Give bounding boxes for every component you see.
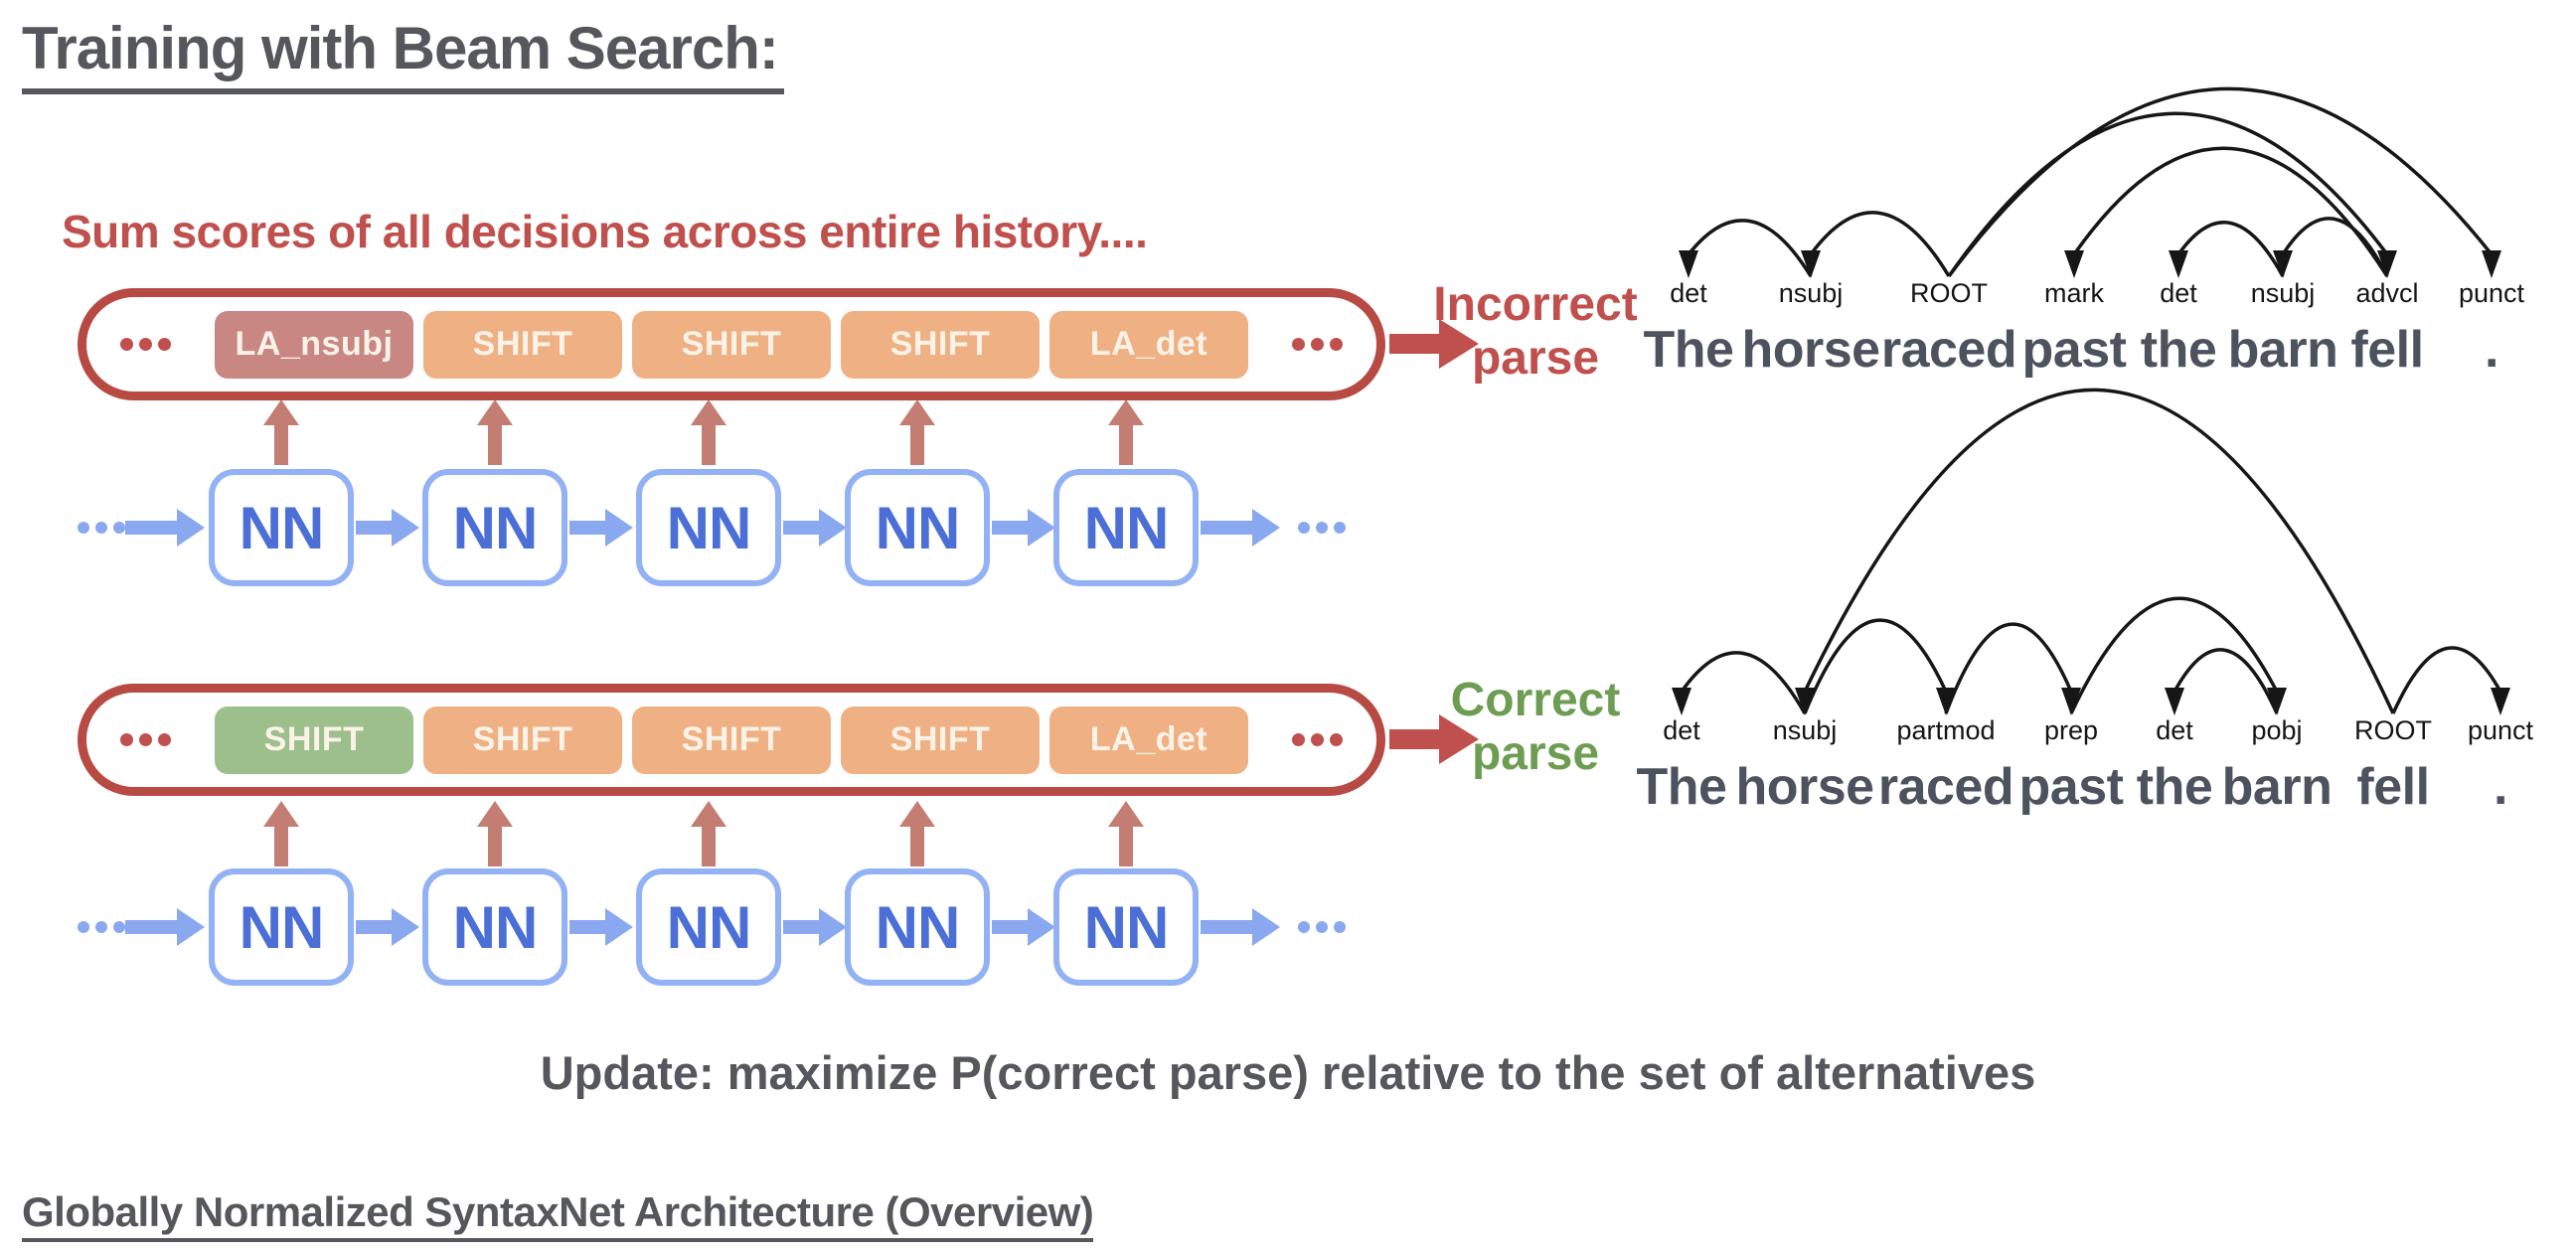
footer-heading: Globally Normalized SyntaxNet Architecture (Overview) xyxy=(22,1188,1093,1242)
score-up-arrow xyxy=(689,399,728,465)
nn-flow-arrow xyxy=(125,905,207,949)
ellipsis-dot xyxy=(78,522,89,534)
ellipsis-dot xyxy=(1311,733,1324,746)
history-ellipsis-left xyxy=(120,733,171,746)
nn-flow-arrow xyxy=(356,506,421,549)
score-up-arrow xyxy=(897,801,937,866)
history-ellipsis-right xyxy=(1292,733,1343,746)
nn-flow-arrow xyxy=(1201,506,1282,549)
score-up-arrow xyxy=(1106,801,1146,866)
nn-flow-arrow xyxy=(992,506,1057,549)
dependency-arcs xyxy=(1640,378,2576,723)
sentence-word: the xyxy=(2140,321,2217,379)
sentence-word: fell xyxy=(2350,321,2424,379)
ellipsis-dot xyxy=(139,338,152,351)
decision-strip xyxy=(86,297,1376,392)
sentence-word: past xyxy=(2018,758,2124,816)
score-up-arrow xyxy=(897,399,937,465)
decision-box-shift: SHIFT xyxy=(632,311,831,379)
nn-box: NN xyxy=(422,868,567,986)
score-up-arrow xyxy=(261,801,301,866)
slide-title: Training with Beam Search: xyxy=(22,14,784,94)
decision-box-la_nsubj: LA_nsubj xyxy=(215,311,413,379)
nn-ellipsis-left xyxy=(78,921,125,933)
ellipsis-dot xyxy=(1298,522,1310,534)
decision-capsule-correct xyxy=(78,684,1385,796)
decision-box-shift: SHIFT xyxy=(215,706,413,774)
ellipsis-dot xyxy=(1292,733,1305,746)
decision-group xyxy=(215,311,1248,379)
ellipsis-dot xyxy=(1316,921,1328,933)
sentence-word: past xyxy=(2021,321,2127,379)
ellipsis-dot xyxy=(1311,338,1324,351)
result-line: parse xyxy=(1471,331,1600,385)
nn-box: NN xyxy=(1053,469,1199,586)
dependency-tree-incorrect xyxy=(1640,60,2576,378)
score-up-arrow xyxy=(1106,399,1146,465)
sentence-word: barn xyxy=(2221,758,2333,816)
ellipsis-dot xyxy=(1316,522,1328,534)
decision-box-shift: SHIFT xyxy=(632,706,831,774)
ellipsis-dot xyxy=(78,921,89,933)
caption-sum-scores: Sum scores of all decisions across entire history.... xyxy=(62,206,1148,257)
nn-flow-arrow xyxy=(783,905,849,949)
decision-capsule-incorrect xyxy=(78,288,1385,400)
result-line: parse xyxy=(1471,726,1600,780)
dependency-label: pobj xyxy=(2251,715,2303,745)
sentence-word: barn xyxy=(2227,321,2338,379)
dependency-arcs xyxy=(1640,60,2576,286)
nn-ellipsis-right xyxy=(1298,522,1346,534)
nn-flow-arrow xyxy=(1201,905,1282,949)
dependency-label: det xyxy=(1670,278,1707,308)
ellipsis-dot xyxy=(1334,522,1346,534)
ellipsis-dot xyxy=(95,522,107,534)
result-line: Incorrect xyxy=(1433,278,1638,331)
result-line: Correct xyxy=(1450,674,1621,726)
nn-box: NN xyxy=(209,469,354,586)
decision-box-la_det: LA_det xyxy=(1049,311,1248,379)
dependency-label: det xyxy=(1663,715,1700,745)
score-up-arrow xyxy=(689,801,728,866)
nn-flow-arrow xyxy=(783,506,849,549)
ellipsis-dot xyxy=(139,733,152,746)
nn-box: NN xyxy=(845,469,990,586)
dependency-label: punct xyxy=(2467,715,2534,745)
dependency-label: det xyxy=(2156,715,2193,745)
nn-flow-arrow xyxy=(356,905,421,949)
history-ellipsis-left xyxy=(120,338,171,351)
ellipsis-dot xyxy=(158,338,171,351)
nn-box: NN xyxy=(209,868,354,986)
sentence-word: horse xyxy=(1735,758,1874,816)
nn-ellipsis-left xyxy=(78,522,125,534)
ellipsis-dot xyxy=(113,921,125,933)
dependency-label: nsubj xyxy=(2250,278,2316,308)
ellipsis-dot xyxy=(120,338,133,351)
ellipsis-dot xyxy=(1330,338,1343,351)
update-line: Update: maximize P(correct parse) relative to the set of alternatives xyxy=(540,1046,2036,1099)
nn-box: NN xyxy=(1053,868,1199,986)
score-up-arrow xyxy=(475,801,515,866)
nn-box: NN xyxy=(845,868,990,986)
ellipsis-dot xyxy=(1330,733,1343,746)
score-up-arrow xyxy=(475,399,515,465)
dependency-label: advcl xyxy=(2355,278,2419,308)
nn-ellipsis-right xyxy=(1298,921,1346,933)
nn-box: NN xyxy=(636,469,781,586)
sentence-word: raced xyxy=(1877,758,2014,816)
ellipsis-dot xyxy=(158,733,171,746)
ellipsis-dot xyxy=(1292,338,1305,351)
sentence-word: . xyxy=(2494,758,2507,816)
decision-box-la_det: LA_det xyxy=(1049,706,1248,774)
nn-flow-arrow xyxy=(125,506,207,549)
sentence-word: . xyxy=(2485,321,2498,379)
ellipsis-dot xyxy=(1298,921,1310,933)
score-up-arrow xyxy=(261,399,301,465)
dependency-label: ROOT xyxy=(1910,278,1988,308)
sentence-word: fell xyxy=(2356,758,2430,816)
ellipsis-dot xyxy=(1334,921,1346,933)
history-ellipsis-right xyxy=(1292,338,1343,351)
dependency-label: nsubj xyxy=(1778,278,1844,308)
dependency-label: punct xyxy=(2458,278,2525,308)
dependency-tree-correct xyxy=(1636,378,2576,835)
ellipsis-dot xyxy=(113,522,125,534)
nn-flow-arrow xyxy=(569,905,635,949)
sentence-word: raced xyxy=(1880,321,2017,379)
dependency-label: partmod xyxy=(1896,715,1996,745)
dependency-label: nsubj xyxy=(1772,715,1838,745)
decision-box-shift: SHIFT xyxy=(841,311,1040,379)
sentence-word: The xyxy=(1636,758,1727,816)
sentence-word: the xyxy=(2136,758,2213,816)
decision-strip xyxy=(86,693,1376,787)
dependency-label: mark xyxy=(2044,278,2104,308)
nn-box: NN xyxy=(422,469,567,586)
ellipsis-dot xyxy=(95,921,107,933)
dependency-label: det xyxy=(2160,278,2197,308)
decision-group xyxy=(215,706,1248,774)
sentence-word: The xyxy=(1643,321,1734,379)
nn-flow-arrow xyxy=(569,506,635,549)
decision-box-shift: SHIFT xyxy=(841,706,1040,774)
dependency-label: prep xyxy=(2043,715,2099,745)
nn-box: NN xyxy=(636,868,781,986)
decision-box-shift: SHIFT xyxy=(423,706,622,774)
sentence-word: horse xyxy=(1741,321,1880,379)
nn-flow-arrow xyxy=(992,905,1057,949)
decision-box-shift: SHIFT xyxy=(423,311,622,379)
ellipsis-dot xyxy=(120,733,133,746)
dependency-label: ROOT xyxy=(2354,715,2432,745)
